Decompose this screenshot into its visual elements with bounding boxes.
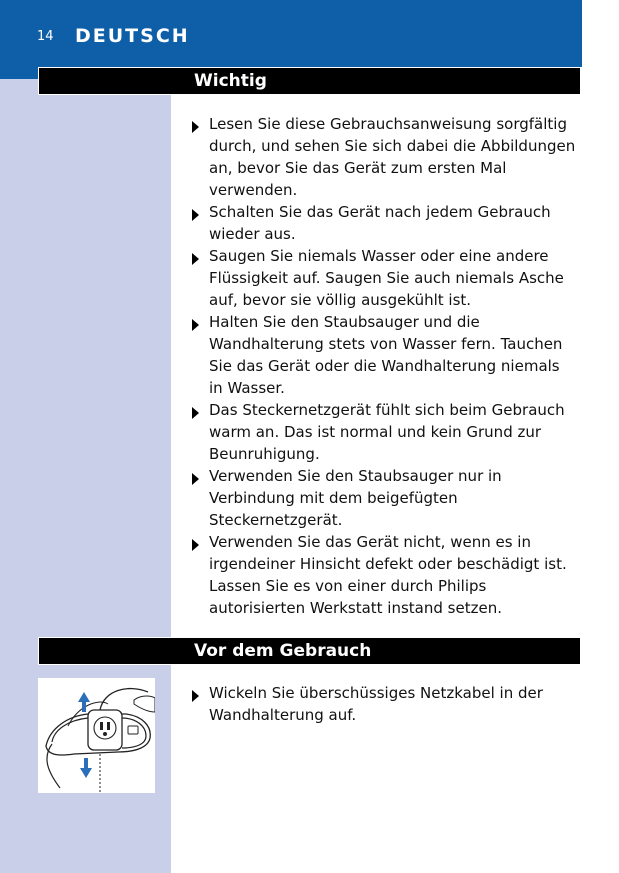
bullet-icon (192, 690, 199, 702)
bullet-icon (192, 473, 199, 485)
bullet-icon (192, 319, 199, 331)
list-item (192, 682, 577, 726)
list-item-text: Das Steckernetzgerät fühlt sich beim Gebrauch warm an. Das ist normal und kein Grund zur Beunruhigung. (209, 401, 565, 463)
header-bar (0, 0, 582, 67)
list-item-text: Saugen Sie niemals Wasser oder eine andere Flüssigkeit auf. Saugen Sie auch niemals Asche auf, bevor sie völlig ausgekühlt ist. (209, 247, 564, 309)
bullet-list-vor-dem-gebrauch (192, 682, 577, 726)
bullet-icon (192, 253, 199, 265)
bullet-icon (192, 209, 199, 221)
wall-holder-illustration (38, 678, 155, 793)
bullet-icon (192, 407, 199, 419)
header-tab (0, 67, 38, 79)
list-item (192, 465, 577, 531)
list-item (192, 245, 577, 311)
list-item (192, 201, 577, 245)
list-item-text: Verwenden Sie das Gerät nicht, wenn es in irgendeiner Hinsicht defekt oder beschädigt ist. Lassen Sie es von einer durch Philips autorisierten Werkstatt instand setzen. (209, 533, 567, 617)
list-item (192, 531, 577, 619)
section-heading-wichtig (38, 67, 581, 95)
list-item-text: Verwenden Sie den Staubsauger nur in Verbindung mit dem beigefügten Steckernetzgerät. (209, 467, 502, 529)
bullet-list-wichtig (192, 113, 577, 619)
list-item (192, 399, 577, 465)
language-title: DEUTSCH (75, 25, 190, 47)
page-number: 14 (37, 29, 54, 44)
list-item-text: Lesen Sie diese Gebrauchsanweisung sorgfältig durch, und sehen Sie sich dabei die Abbildungen an, bevor Sie das Gerät zum ersten Mal verwenden. (209, 115, 576, 199)
list-item (192, 113, 577, 201)
section-title: Vor dem Gebrauch (194, 641, 372, 661)
section-title: Wichtig (194, 71, 267, 91)
bullet-icon (192, 121, 199, 133)
list-item-text: Wickeln Sie überschüssiges Netzkabel in der Wandhalterung auf. (209, 684, 543, 724)
section-heading-vor-dem-gebrauch (38, 637, 581, 665)
list-item (192, 311, 577, 399)
list-item-text: Halten Sie den Staubsauger und die Wandhalterung stets von Wasser fern. Tauchen Sie das Gerät oder die Wandhalterung niemals in Wasser. (209, 313, 563, 397)
wall-holder-cord-winding-icon (38, 678, 155, 793)
bullet-icon (192, 539, 199, 551)
list-item-text: Schalten Sie das Gerät nach jedem Gebrauch wieder aus. (209, 203, 551, 243)
